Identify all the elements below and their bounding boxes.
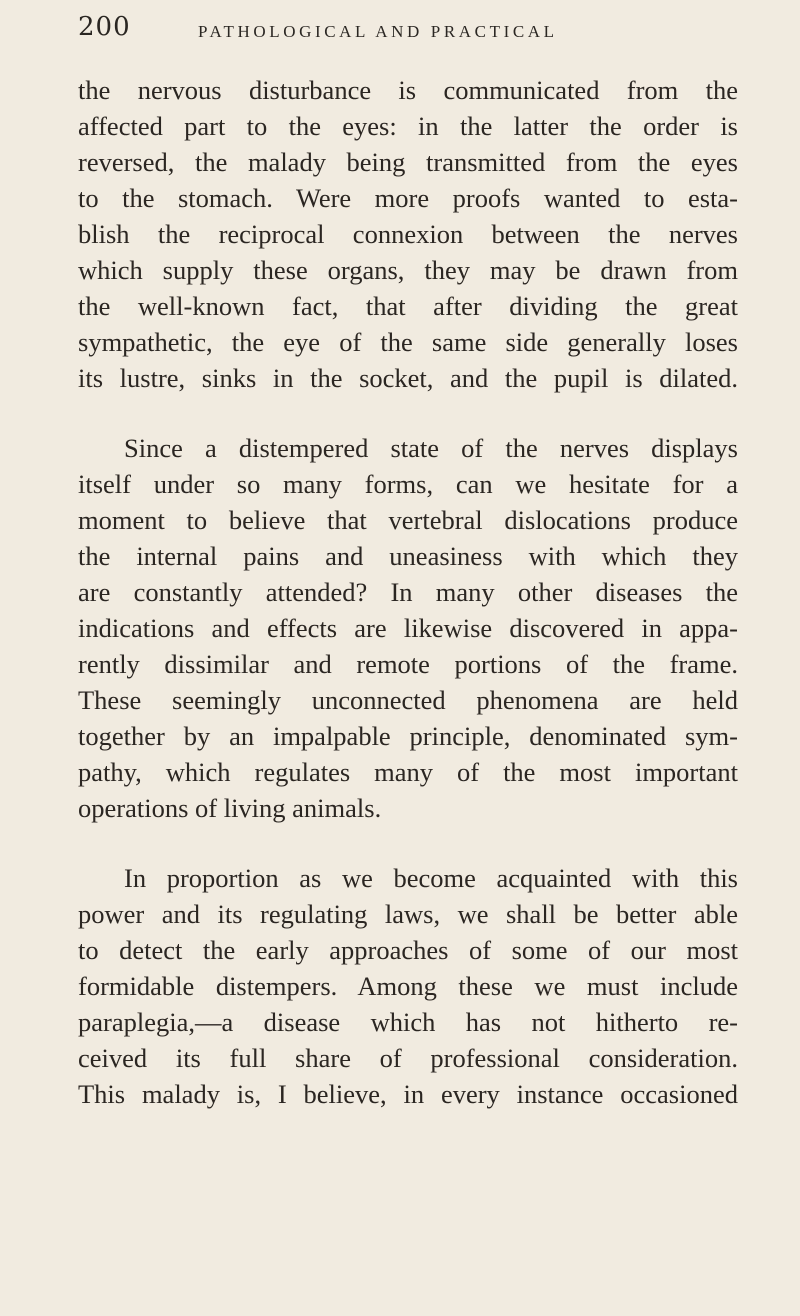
text-line: This malady is, I believe, in every instance occasioned bbox=[78, 1079, 738, 1109]
text-line: its lustre, sinks in the socket, and the pupil is dilated. bbox=[78, 363, 738, 393]
text-line: reversed, the malady being transmitted from the eyes bbox=[78, 147, 738, 177]
text-line: operations of living animals. bbox=[78, 793, 382, 823]
running-head: PATHOLOGICAL AND PRACTICAL bbox=[198, 22, 558, 41]
text-line: to the stomach. Were more proofs wanted to esta- bbox=[78, 183, 738, 213]
text-line: In proportion as we become acquainted with this bbox=[124, 863, 738, 893]
text-line: ceived its full share of professional consideration. bbox=[78, 1043, 738, 1073]
text-line: the internal pains and uneasiness with which they bbox=[78, 541, 738, 571]
text-line: the nervous disturbance is communicated from the bbox=[78, 75, 738, 105]
text-line: affected part to the eyes: in the latter the order is bbox=[78, 111, 738, 141]
text-line: the well-known fact, that after dividing the great bbox=[78, 291, 738, 321]
paragraph-gap bbox=[78, 396, 738, 430]
text-line: formidable distempers. Among these we must include bbox=[78, 971, 738, 1001]
text-line: moment to believe that vertebral dislocations produce bbox=[78, 505, 738, 535]
text-line: pathy, which regulates many of the most important bbox=[78, 757, 738, 787]
paragraph bbox=[78, 72, 738, 396]
text-line: which supply these organs, they may be drawn from bbox=[78, 255, 738, 285]
page-header bbox=[78, 12, 750, 46]
text-line: to detect the early approaches of some of our most bbox=[78, 935, 738, 965]
text-line: sympathetic, the eye of the same side generally loses bbox=[78, 327, 738, 357]
paragraph bbox=[78, 430, 738, 826]
text-line: These seemingly unconnected phenomena are held bbox=[78, 685, 738, 715]
text-line: rently dissimilar and remote portions of the frame. bbox=[78, 649, 738, 679]
text-line: indications and effects are likewise discovered in appa- bbox=[78, 613, 738, 643]
text-line: Since a distempered state of the nerves displays bbox=[124, 433, 738, 463]
paragraph bbox=[78, 860, 738, 1112]
text-line: power and its regulating laws, we shall be better able bbox=[78, 899, 738, 929]
text-line: together by an impalpable principle, denominated sym- bbox=[78, 721, 738, 751]
body-text bbox=[78, 72, 738, 1112]
text-line: itself under so many forms, can we hesitate for a bbox=[78, 469, 738, 499]
text-line: paraplegia,—a disease which has not hitherto re- bbox=[78, 1007, 738, 1037]
text-line: are constantly attended? In many other diseases the bbox=[78, 577, 738, 607]
page-number: 200 bbox=[78, 12, 131, 42]
paragraph-gap bbox=[78, 826, 738, 860]
text-line: blish the reciprocal connexion between the nerves bbox=[78, 219, 738, 249]
